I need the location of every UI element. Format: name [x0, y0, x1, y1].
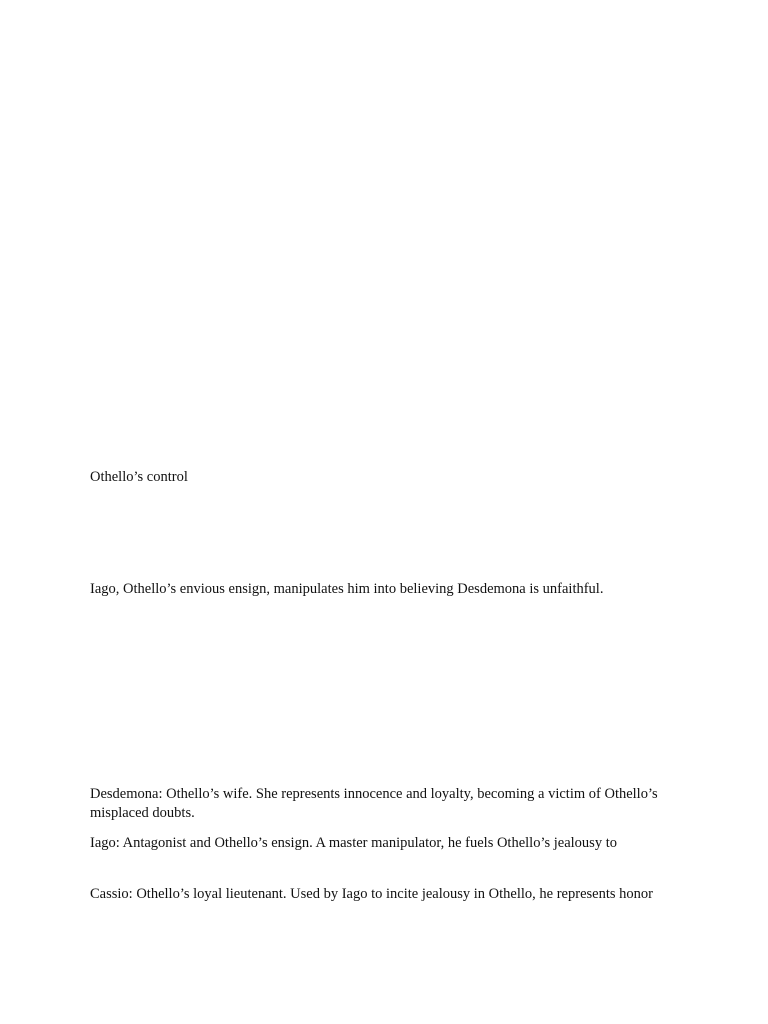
paragraph-iago-summary: Iago, Othello’s envious ensign, manipulates him into believing Desdemona is unfaithful. — [90, 581, 604, 597]
paragraph-desdemona: Desdemona: Othello’s wife. She represents innocence and loyalty, becoming a victim of Othello’s misplaced doubts. — [90, 786, 658, 821]
paragraph-othello-control: Othello’s control — [90, 469, 188, 485]
paragraph-iago: Iago: Antagonist and Othello’s ensign. A master manipulator, he fuels Othello’s jealousy to — [90, 835, 617, 851]
paragraph-cassio: Cassio: Othello’s loyal lieutenant. Used by Iago to incite jealousy in Othello, he represents honor — [90, 886, 653, 902]
